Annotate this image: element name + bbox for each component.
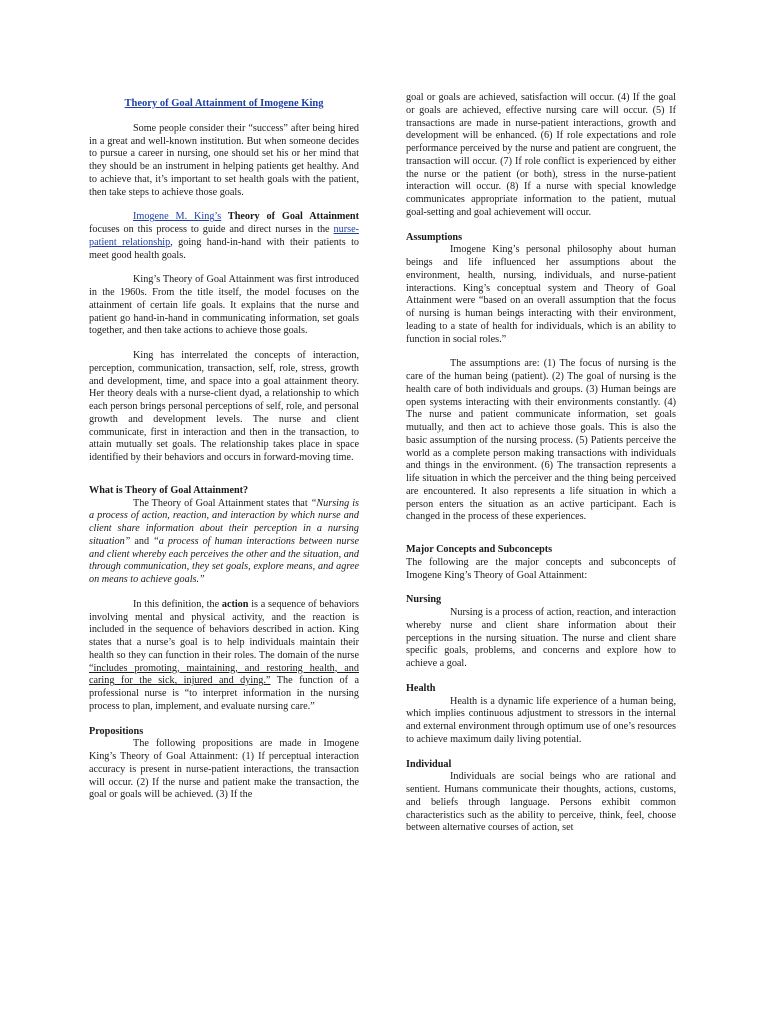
definition-text-b: and [130, 535, 154, 547]
action-paragraph [89, 599, 359, 714]
major-concepts-intro: The following are the major concepts and subconcepts of Imogene King’s Theory of Goal Attainment: [406, 556, 676, 581]
definition-quote-1: “Nursing is a process of action, reaction, and interaction by which nurse and client share information about their perception in a nursing situation” [89, 497, 360, 547]
health-heading: Health [406, 682, 436, 694]
propositions-continued-paragraph: goal or goals are achieved, satisfaction will occur. (4) If the goal or goals are achieved, effective nursing care will occur. (5) If transactions are made in nurse-patient interactions, growth and development will be enhanced. (6) If role expectations and role performance perceived by the nurse and patient are congruent, the transaction will occur. (7) If role conflict is experienced by either the nurse or the patient (or both), stress in the nurse-patient interaction will occur. (8) If a nurse with special knowledge communicates appropriate information to the patient, mutual goal-setting and goal achievement will occur. [406, 92, 676, 218]
action-term: action [221, 598, 249, 610]
definition-text-a: The Theory of Goal Attainment states that [133, 497, 311, 509]
assumptions-list-paragraph: The assumptions are: (1) The focus of nursing is the care of the human being (patient). (2) The goal of nursing is the health care of both individuals and groups. (3) Human beings are open systems interacting with their environments constantly. (4) The nurse and patient communicate information, set goals mutually, and then act to achieve those goals. This is also the basic assumption of the nursing process. (5) Patients perceive the world as a complete person making transactions with individuals and things in the environment. (6) The transaction represents a life situation in which the perceiver and the thing being perceived are encountered. It also represents a life situation in which a person enters the situation as an active participant. Each is changed in the process of these experiences. [406, 358, 676, 523]
individual-heading: Individual [406, 758, 452, 770]
definition-paragraph [89, 498, 359, 587]
action-text-a: In this definition, the [133, 598, 222, 610]
action-text-b: is a sequence of behaviors involving mental and physical activity, and the reaction is included in the sequence of behaviors described in action. King states that a nurse’s goal is to help individuals maintain their health so they can function in their roles. The domain of the nurse [89, 598, 359, 661]
definition-quote-2: “a process of human interactions between nurse and client whereby each perceives the other and the situation, and through communication, they set goals, explore means, and agree on means to achieve goals.” [89, 535, 359, 585]
document-title: Theory of Goal Attainment of Imogene King [124, 98, 324, 109]
king-theory-paragraph [89, 211, 359, 262]
propositions-heading: Propositions [89, 725, 144, 737]
what-is-heading: What is Theory of Goal Attainment? [89, 484, 249, 496]
king-theory-text-a: focuses on this process to guide and direct nurses in the [89, 224, 334, 235]
health-paragraph: Health is a dynamic life experience of a human being, which implies continuous adjustment to stressors in the internal and external environment through optimum use of one’s resources to achieve maximum daily living potential. [406, 695, 676, 745]
theory-name: Theory of Goal Attainment [221, 211, 359, 223]
individual-paragraph: Individuals are social beings who are rational and sentient. Humans communicate their thoughts, actions, customs, and beliefs through language. Persons exhibit common characteristics such as the ability to perceive, think, feel, choose between alternative courses of action, set [406, 771, 676, 834]
assumptions-heading: Assumptions [406, 231, 463, 243]
author-link[interactable]: Imogene M. King’s [133, 211, 222, 223]
right-column [406, 92, 676, 847]
relationship-link[interactable]: nurse-patient relationship [89, 224, 359, 248]
king-theory-text-b: , going hand-in-hand with their patients to meet good health goals. [89, 236, 359, 261]
nursing-heading: Nursing [406, 594, 442, 606]
concepts-paragraph: King has interrelated the concepts of interaction, perception, communication, transaction, self, role, stress, growth and development, time, and space into a goal attainment theory. Her theory deals with a nurse-client dyad, a relationship to which each person brings personal perceptions of self, role, and personal growth and development levels. The nurse and client communicate, first in interaction and then in the transaction, to attain mutually set goals. The relationship takes place in space identified by their behaviors and occurs in forward-moving time. [89, 350, 359, 463]
philosophy-paragraph: Imogene King’s personal philosophy about human beings and life influenced her assumptions about the environment, health, nursing, individuals, and nurse-patient interactions. King’s conceptual system and Theory of Goal Attainment were “based on an overall assumption that the focus of nursing is human beings interacting with their environment, leading to a state of health for individuals, which is an ability to function in social roles.” [406, 244, 676, 345]
intro-paragraph: Some people consider their “success” after being hired in a great and well-known institution. But when someone decides to pursue a career in nursing, one should set his or her mind that they should be an instrument in helping patients get healthy. And to achieve that, it’s important to set health goals with the patient, then take steps to achieve those goals. [89, 122, 359, 198]
major-concepts-heading: Major Concepts and Subconcepts [406, 544, 553, 555]
action-text-c: The function of a professional nurse is “to interpret information in the nursing process to plan, implement, and evaluate nursing care.” [89, 675, 359, 712]
propositions-paragraph: The following propositions are made in Imogene King’s Theory of Goal Attainment: (1) If perceptual interaction accuracy is present in nurse-patient interactions, the transaction will occur. (2) If the nurse and patient make the transaction, the goal or goals will be achieved. (3) If the [89, 738, 359, 801]
nursing-paragraph: Nursing is a process of action, reaction, and interaction whereby nurse and client share information about their perceptions in the nursing situation. The nurse and client share specific goals, problems, and concerns and explore how to achieve a goal. [406, 607, 676, 669]
left-column [89, 92, 359, 814]
history-paragraph: King’s Theory of Goal Attainment was first introduced in the 1960s. From the title itself, the model focuses on the attainment of certain life goals. It explains that the nurse and patient go hand-in-hand in communicating information, set goals together, and then take actions to achieve those goals. [89, 274, 359, 337]
nurse-domain-quote: “includes promoting, maintaining, and restoring health, and caring for the sick, injured and dying.” [89, 662, 359, 687]
